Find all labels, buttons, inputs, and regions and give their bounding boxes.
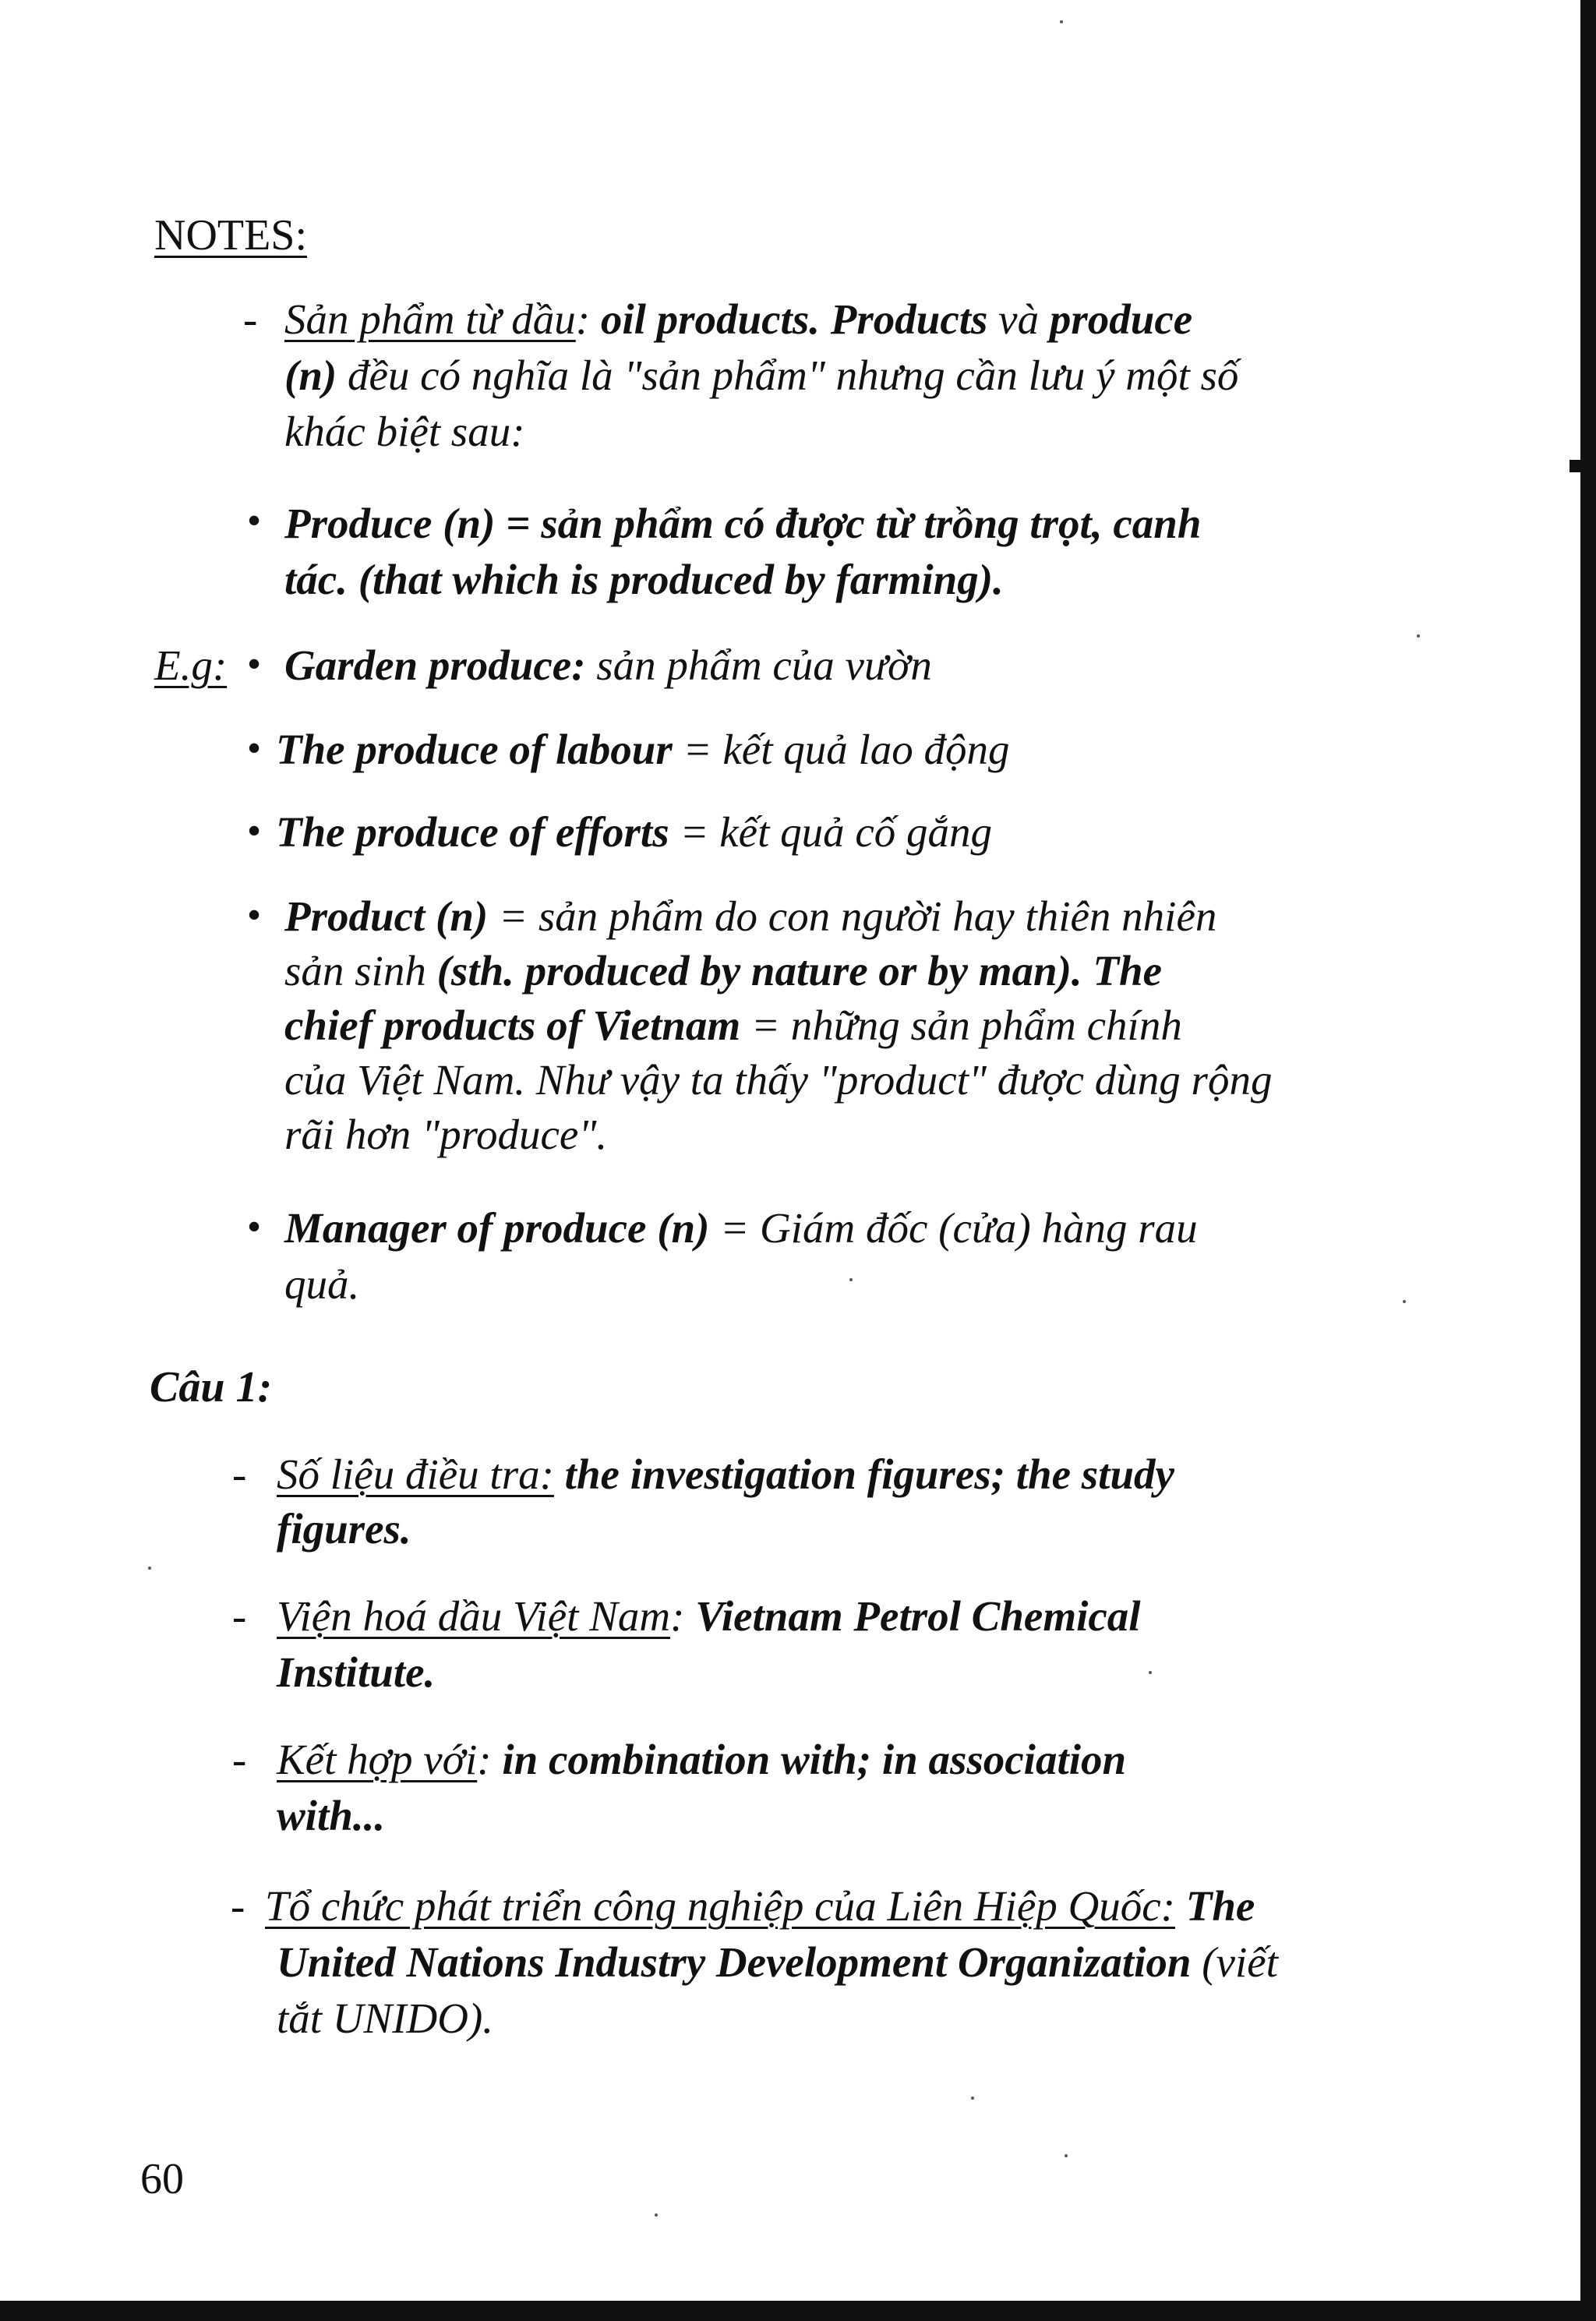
- eg-label: E.g:: [154, 641, 228, 689]
- vocab-line: [277, 1588, 1141, 1644]
- list-dash: -: [231, 1882, 245, 1930]
- vocab-line: figures.: [277, 1505, 411, 1553]
- english-term: United Nations Industry Development Organization: [277, 1938, 1192, 1986]
- bullet: •: [248, 811, 261, 850]
- scan-edge-bottom: [0, 2301, 1596, 2321]
- vietnamese-term: Số liệu điều tra:: [277, 1450, 554, 1498]
- vocab-line: with...: [277, 1792, 386, 1839]
- vietnamese-term: Sản phẩm từ dầu: [284, 295, 576, 343]
- text: = sản phẩm do con người hay thiên nhiên: [488, 892, 1217, 940]
- example-line: [284, 638, 932, 694]
- text: đều có nghĩa là "sản phẩm" nhưng cần lưu ý một số: [337, 352, 1239, 399]
- vocab-line: [277, 1732, 1126, 1788]
- vocab-line: [265, 1878, 1255, 1934]
- definition-line: [284, 998, 1182, 1054]
- english-term: Product (n): [284, 892, 489, 940]
- bullet: •: [248, 500, 261, 540]
- colon: :: [670, 1592, 685, 1640]
- english-term: The produce of efforts: [276, 808, 669, 856]
- definition-line: rãi hơn "produce".: [284, 1111, 608, 1158]
- text: sản phẩm của vườn: [585, 641, 932, 689]
- notes-heading: NOTES:: [154, 211, 307, 260]
- bullet: •: [248, 728, 261, 768]
- colon: :: [477, 1736, 492, 1783]
- vocab-line: Institute.: [277, 1648, 436, 1696]
- note-line: [284, 348, 1238, 404]
- list-dash: -: [243, 295, 258, 343]
- scan-speck: [1065, 2154, 1068, 2157]
- text: = kết quả cố gắng: [669, 808, 993, 856]
- english-term: Garden produce:: [284, 641, 586, 689]
- english-term: chief products of Vietnam: [284, 1002, 741, 1049]
- vocab-line: [277, 1934, 1278, 1991]
- note-line: [284, 291, 1192, 348]
- scan-speck: [971, 2097, 974, 2100]
- english-term: The produce of labour: [276, 726, 673, 773]
- scan-edge-mark: [1570, 460, 1580, 472]
- definition-line: quả.: [284, 1260, 360, 1308]
- example-line: [276, 804, 992, 860]
- english-term: (sth. produced by nature or by man). The: [436, 947, 1163, 994]
- list-dash: -: [232, 1592, 247, 1640]
- bullet: •: [248, 895, 261, 934]
- scan-speck: [148, 1567, 151, 1570]
- scan-edge-right: [1580, 0, 1596, 2321]
- vietnamese-term: Viện hoá dầu Việt Nam: [277, 1592, 671, 1640]
- english-term: the investigation figures; the study: [553, 1450, 1174, 1498]
- english-term: produce: [1049, 295, 1193, 343]
- definition-line: tác. (that which is produced by farming).: [284, 556, 1004, 603]
- definition-line: Produce (n) = sản phẩm có được từ trồng trọt, canh: [284, 500, 1202, 547]
- page-number: 60: [140, 2155, 184, 2203]
- text: = những sản phẩm chính: [740, 1002, 1182, 1049]
- scan-speck: [1417, 634, 1420, 638]
- english-term: The: [1174, 1882, 1255, 1930]
- text: = kết quả lao động: [672, 726, 1010, 773]
- vietnamese-term: Tổ chức phát triển công nghiệp của Liên Hiệp Quốc:: [265, 1882, 1175, 1930]
- scan-speck: [1060, 20, 1063, 23]
- scan-speck: [849, 1278, 853, 1281]
- scan-speck: [1149, 1671, 1152, 1674]
- note-line: khác biệt sau:: [284, 408, 525, 455]
- colon: :: [575, 295, 591, 343]
- english-term: Vietnam Petrol Chemical: [684, 1592, 1141, 1640]
- vocab-line: [277, 1447, 1174, 1503]
- text: (viết: [1191, 1938, 1278, 1986]
- vietnamese-term: Kết hợp với: [277, 1736, 478, 1783]
- scan-speck: [655, 2213, 658, 2217]
- definition-line: [284, 888, 1216, 945]
- scan-speck: [1403, 1300, 1406, 1303]
- text: và: [987, 295, 1050, 343]
- definition-line: [284, 1200, 1198, 1256]
- definition-line: của Việt Nam. Như vậy ta thấy "product" được dùng rộng: [284, 1056, 1273, 1104]
- english-term: in combination with; in association: [491, 1736, 1127, 1783]
- list-dash: -: [232, 1736, 247, 1783]
- bullet: •: [248, 644, 261, 684]
- english-term: Manager of produce (n): [284, 1204, 710, 1252]
- cau1-heading: Câu 1:: [150, 1363, 273, 1411]
- example-line: [276, 722, 1010, 778]
- definition-line: [284, 943, 1162, 999]
- vocab-line: tắt UNIDO).: [277, 1994, 494, 2042]
- text: sản sinh: [284, 947, 437, 994]
- text: = Giám đốc (cửa) hàng rau: [709, 1204, 1198, 1252]
- bullet: •: [248, 1206, 261, 1246]
- english-term: oil products. Products: [590, 295, 988, 343]
- part-of-speech: (n): [284, 352, 337, 399]
- list-dash: -: [232, 1450, 247, 1498]
